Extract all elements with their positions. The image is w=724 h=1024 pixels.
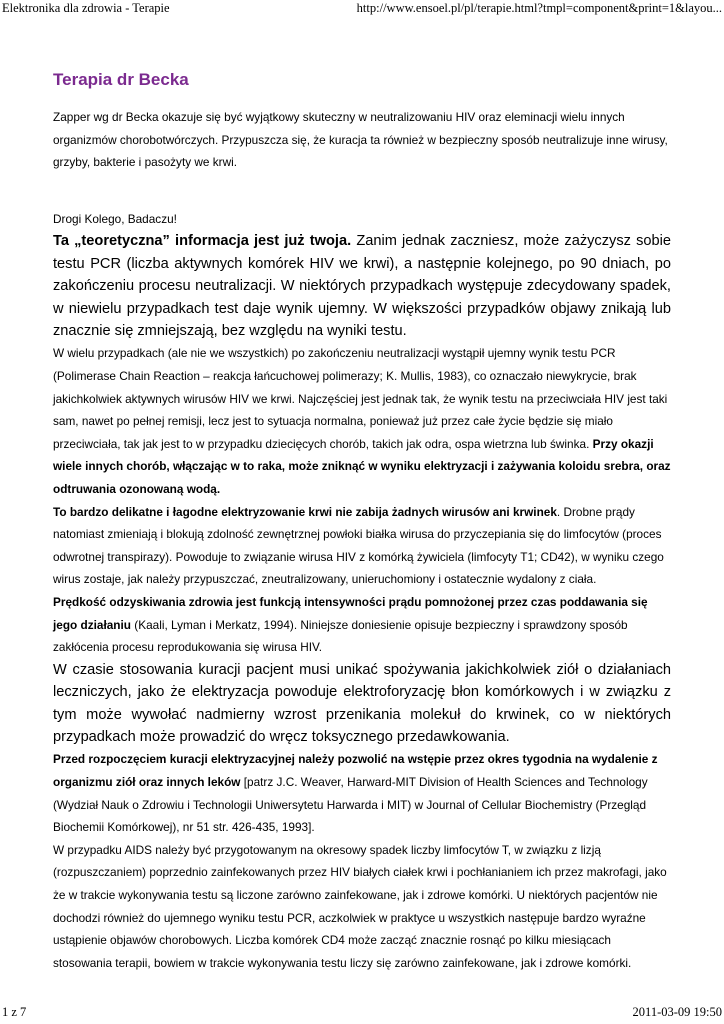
page-url: http://www.ensoel.pl/pl/terapie.html?tmpl=component&print=1&layou... xyxy=(356,1,722,15)
paragraph-1-bold: Ta „teoretyczna” informacja jest już twoja. xyxy=(53,233,352,250)
spacer xyxy=(53,174,671,208)
print-datetime: 2011-03-09 19:50 xyxy=(632,1005,722,1019)
print-header xyxy=(0,0,724,16)
paragraph-6-text: [patrz J.C. Weaver, Harward-MIT Division of Health Sciences and Technology (Wydział Nauk o Zdrowiu i Technologii Uniwersytetu Harwarda i MIT) w Journal of Cellular Biochemistry (Przegląd Biochemii Komórkowej), nr 51 str. 426-435, 1993]. xyxy=(53,774,648,835)
paragraph-6 xyxy=(53,748,671,838)
print-footer xyxy=(0,1004,724,1020)
paragraph-5: W czasie stosowania kuracji pacjent musi unikać spożywania jakichkolwiek ziół o działaniach leczniczych, jako że elektryzacja powoduje elektroforyzację błon komórkowych i w związku z tym może wywołać nadmierny wzrost przenikania molekuł do krwinek, co w niektórych przypadkach może prowadzić do wręcz toksycznego przedawkowania. xyxy=(53,661,671,745)
paragraph-3-bold: To bardzo delikatne i łagodne elektryzowanie krwi nie zabija żadnych wirusów ani krwinek xyxy=(53,504,557,519)
paragraph-7: W przypadku AIDS należy być przygotowanym na okresowy spadek liczby limfocytów T, w związku z lizją (rozpuszczaniem) poprzednio zainfekowanych przez HIV białych ciałek krwi i pochłanianiem ich przez makrofagi, jako że w trakcie wykonywania testu są liczone zarówno zainfekowane, jak i zdrowe komórki. U niektórych pacjentów nie dochodzi również do ujemnego wyniku testu PCR, aczkolwiek w praktyce u wszystkich następuje bardzo wyraźne ustąpienie objawów chorobowych. Liczba komórek CD4 może zacząć znacznie rosnąć po kilku miesiącach stosowania terapii, bowiem w trakcie wykonywania testu liczy się zarówno zainfekowane, jak i zdrowe komórki. xyxy=(53,842,667,970)
greeting: Drogi Kolego, Badaczu! xyxy=(53,211,177,226)
page-number: 1 z 7 xyxy=(2,1005,27,1019)
paragraph-2-bold: Przy okazji wiele innych chorób, włączając w to raka, może zniknąć w wyniku elektryzacji i zażywania koloidu srebra, oraz odtruwania ozonowaną wodą. xyxy=(53,436,671,496)
paragraph-3-text: . Drobne prądy natomiast zmieniają i blokują zdolność zewnętrznej powłoki białka wirusa do przyczepiania się do limfocytów (proces odwrotnej transpirazy). Powoduje to związanie wirusa HIV z komórką żywiciela (limfocyty T1; CD42), w wyniku czego wirus zostaje, jak należy przypuszczać, zneutralizowany, unieruchomiony i ostatecznie wydalony z ciała. xyxy=(53,504,664,587)
intro-paragraph: Zapper wg dr Becka okazuje się być wyjątkowy skuteczny w neutralizowaniu HIV oraz eleminacji wielu innych organizmów chorobotwórczych. Przypuszcza się, że kuracja ta również w bezpieczny sposób neutralizuje inne wirusy, grzyby, bakterie i pasożyty we krwi. xyxy=(53,110,668,170)
paragraph-4 xyxy=(53,591,671,659)
article xyxy=(53,66,671,974)
paragraph-3 xyxy=(53,501,671,591)
page-title-header: Elektronika dla zdrowia - Terapie xyxy=(2,1,170,15)
paragraph-2-text: W wielu przypadkach (ale nie we wszystkich) po zakończeniu neutralizacji wystąpił ujemny wynik testu PCR (Polimerase Chain Reaction – reakcja łańcuchowej polimerazy; K. Mullis, 1983), co oznaczało niewykrycie, brak jakichkolwiek aktywnych wirusów HIV we krwi. Najczęściej jest jednak tak, że wynik testu na przeciwciała HIV jest taki sam, nawet po pełnej remisji, lecz jest to sytuacja normalna, ponieważ już przez całe życie będzie się miało przeciwciała, tak jak jest to w przypadku dziecięcych chorób, takich jak odra, ospa wietrzna lub świnka. xyxy=(53,346,668,451)
paragraph-1-text: Zanim jednak zaczniesz, może zażyczysz sobie testu PCR (liczba aktywnych komórek HIV we krwi), a następnie kolejnego, po 90 dniach, po zakończeniu procesu neutralizacji. W niektórych przypadkach występuje zdecydowany spadek, w niewielu przypadkach test daje wynik ujemny. W większości przypadków objawy znikają lub znacznie się zmniejszają, bez względu na wyniki testu. xyxy=(53,233,671,339)
paragraph-4-text: (Kaali, Lyman i Merkatz, 1994). Niniejsze doniesienie opisuje bezpieczny i sprawdzony sposób zakłócenia procesu reprodukowania się wirusa HIV. xyxy=(53,617,628,655)
paragraph-2 xyxy=(53,342,671,500)
paragraph-1 xyxy=(53,230,671,342)
article-title: Terapia dr Becka xyxy=(53,70,189,89)
paragraph-4-bold: Prędkość odzyskiwania zdrowia jest funkcją intensywności prądu pomnożonej przez czas poddawania się jego działaniu xyxy=(53,594,648,632)
paragraph-6-bold: Przed rozpoczęciem kuracji elektryzacyjnej należy pozwolić na wstępie przez okres tygodnia na wydalenie z organizmu ziół oraz innych leków xyxy=(53,752,658,789)
